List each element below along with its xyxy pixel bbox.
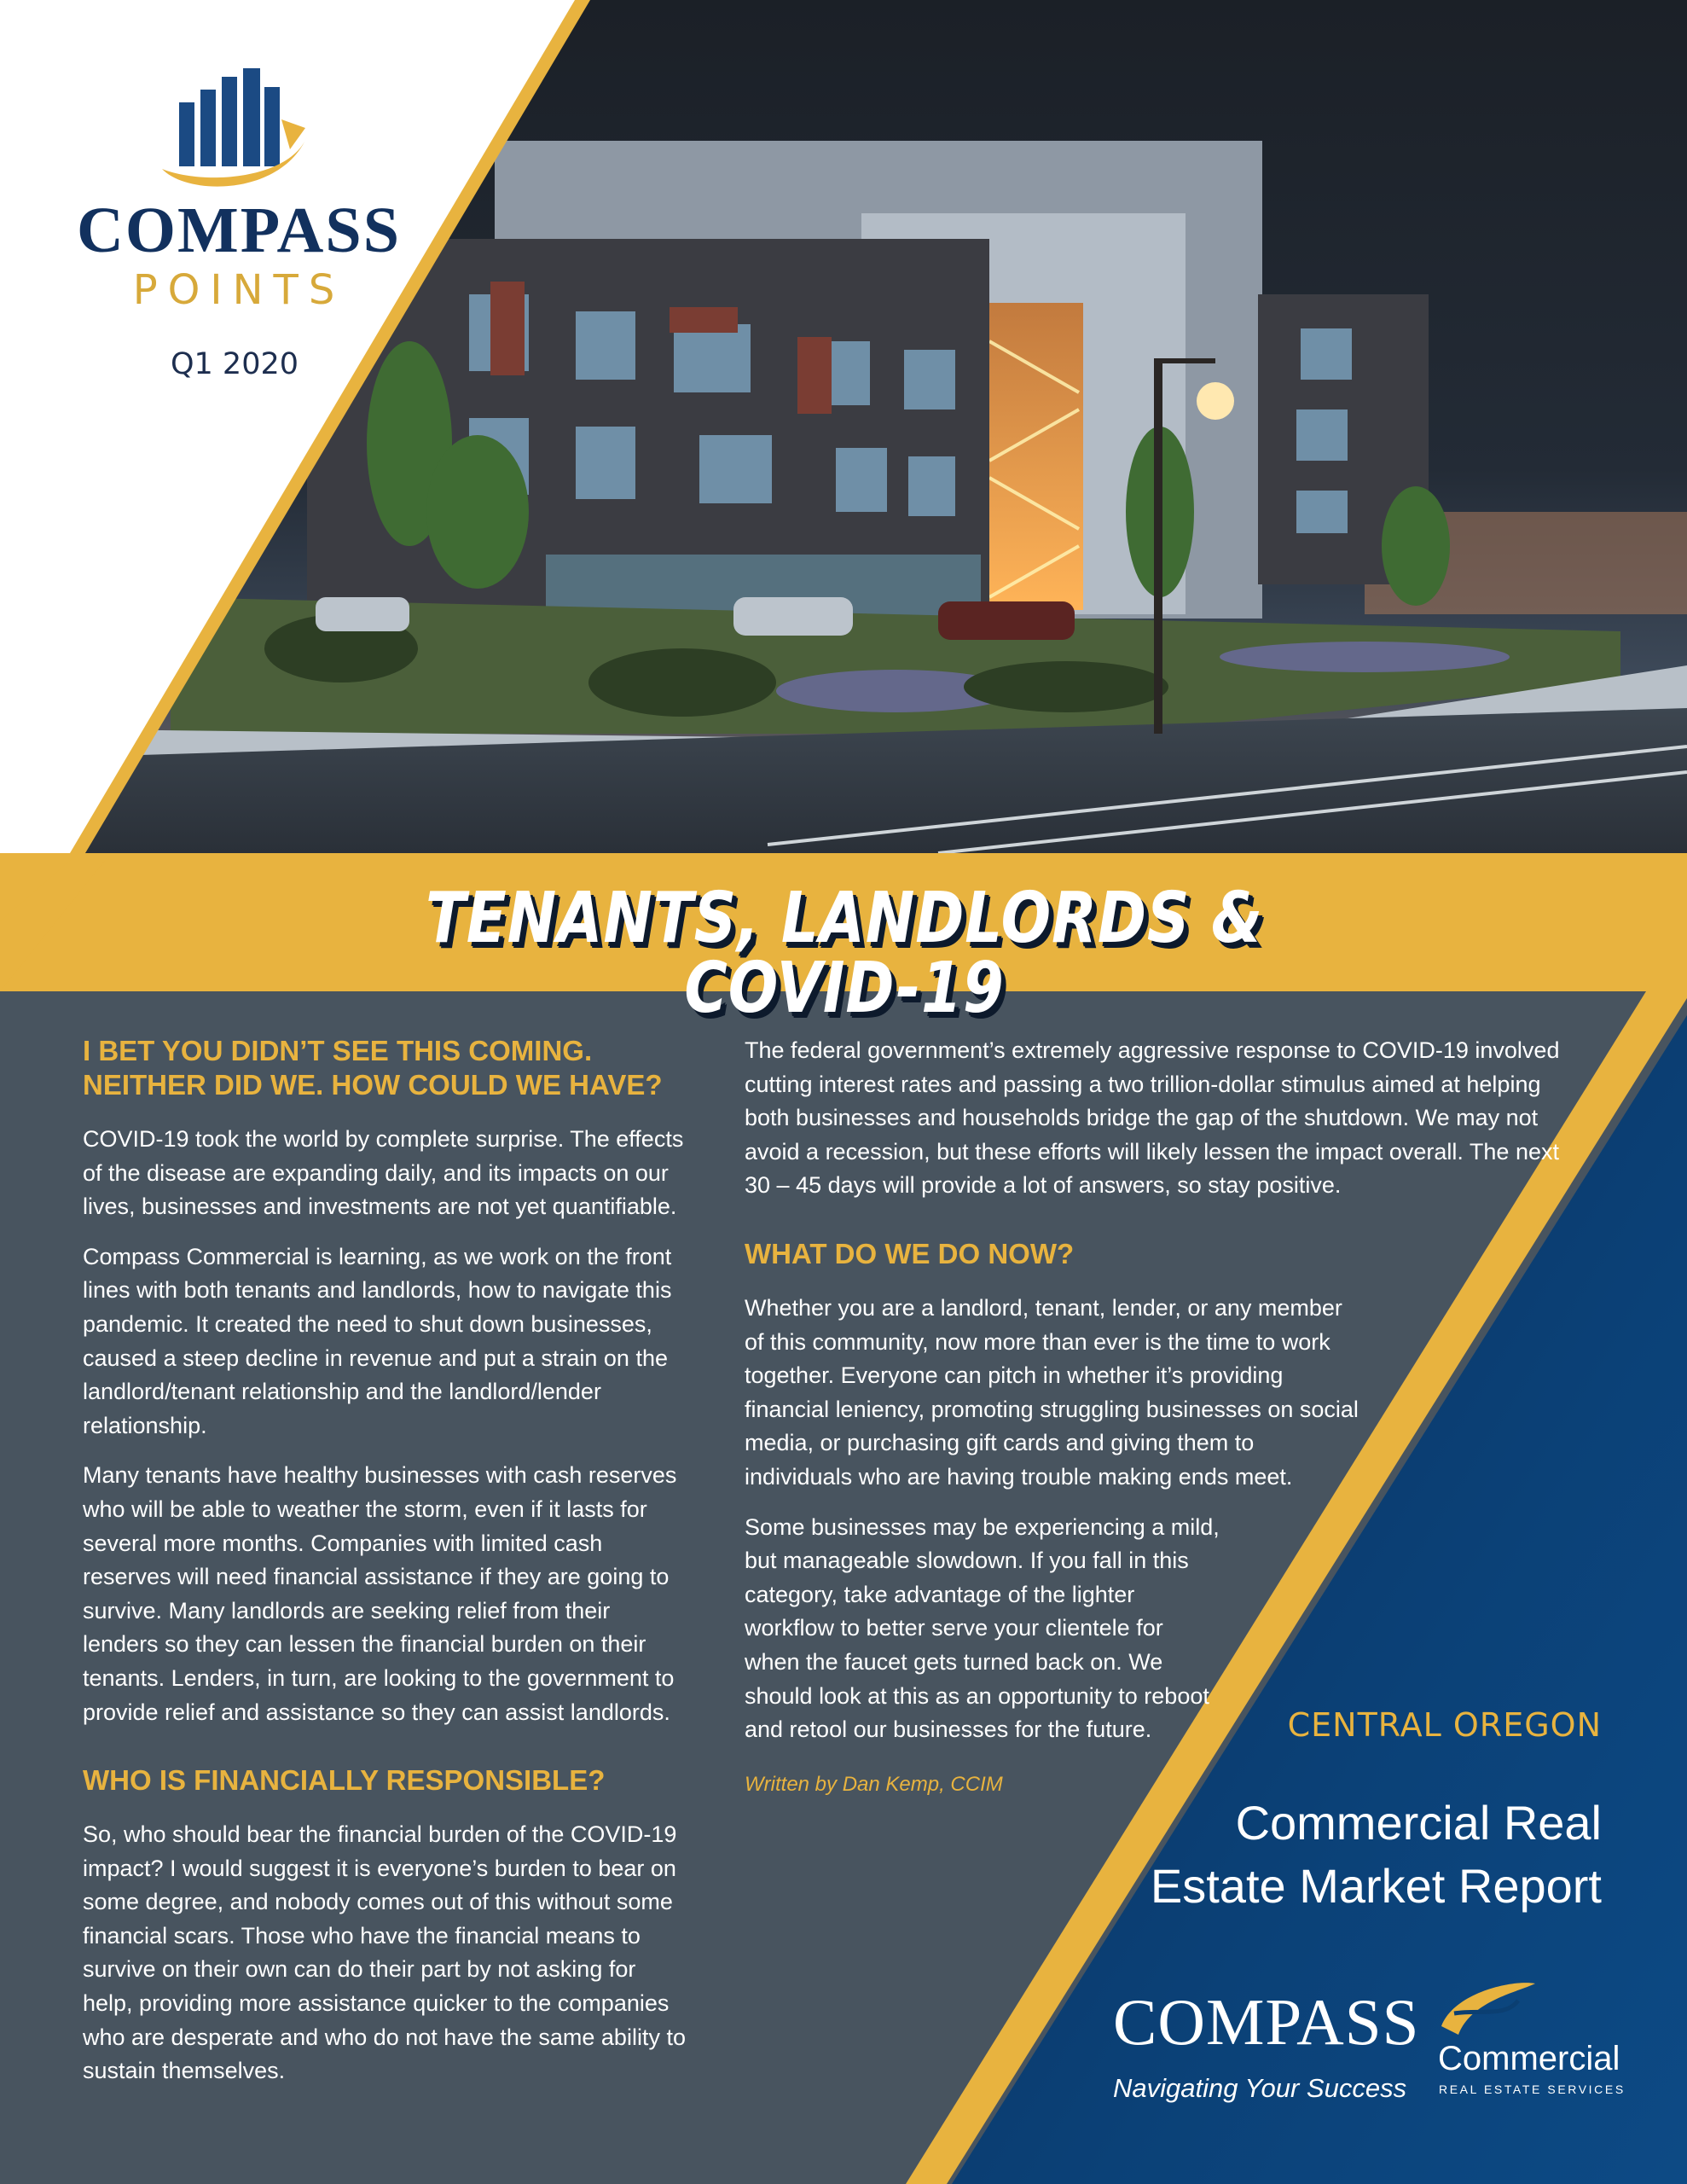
issue-label: Q1 2020 <box>170 347 299 381</box>
compass-points-logo-icon <box>154 68 316 196</box>
footer-logo-commercial: Commercial <box>1438 2040 1620 2077</box>
report-title-line2: Estate Market Report <box>1150 1859 1602 1913</box>
footer-tagline: Navigating Your Success <box>1113 2073 1407 2103</box>
section-heading-responsibility: WHO IS FINANCIALLY RESPONSIBLE? <box>83 1764 606 1797</box>
region-label: CENTRAL OREGON <box>1287 1706 1602 1744</box>
paragraph: The federal government’s extremely aggressive response to COVID-19 involved cutting interest rates and passing a two trillion-dollar stimulus aimed at helping both businesses and households bridge the gap of the shutdown. We may not avoid a recession, but these efforts will likely lessen the impact overall. The next 30 – 45 days will provide a lot of answers, so stay positive. <box>745 1037 1560 1199</box>
footer-logo-compass: COMPASS <box>1113 1985 1420 2059</box>
brand-title-compass: COMPASS <box>77 195 401 266</box>
report-title <box>1090 1792 1602 1918</box>
compass-swoosh-icon <box>1437 1975 1539 2043</box>
byline: Written by Dan Kemp, CCIM <box>745 1772 1003 1796</box>
article-column-right <box>745 1034 1563 1817</box>
section-heading-what-now: WHAT DO WE DO NOW? <box>745 1237 1075 1269</box>
paragraph: Compass Commercial is learning, as we work on the front lines with both tenants and landlords, how to navigate this pandemic. It created the need to shut down businesses, caused a steep decline in revenue and put a strain on the landlord/tenant relationship and the landlord/lender relationship. <box>83 1243 672 1438</box>
paragraph: So, who should bear the financial burden of the COVID-19 impact? I would suggest it is everyone’s burden to bear on some degree, and nobody comes out of this without some financial scars. Those who have the financial means to survive on their own can do their part by not asking for help, providing more assistance quicker to the companies who are desperate and who do not have the same ability to sustain themselves. <box>83 1821 686 2084</box>
page-headline: TENANTS, LANDLORDS & COVID-19 <box>425 878 1264 1029</box>
section-heading-intro: I BET YOU DIDN’T SEE THIS COMING. NEITHER DID WE. HOW COULD WE HAVE? <box>83 1035 663 1101</box>
article-column-left <box>83 1034 688 2105</box>
brand-title-points: POINTS <box>132 266 345 314</box>
paragraph: Whether you are a landlord, tenant, lender, or any member of this community, now more than ever is the time to work together. Everyone can pitch in whether it’s providing financial leniency, promoting struggling businesses on social media, or purchasing gift cards and giving them to individuals who are having trouble making ends meet. <box>745 1294 1359 1490</box>
paragraph: COVID-19 took the world by complete surprise. The effects of the disease are expanding daily, and its impacts on our lives, businesses and investments are not yet quantifiable. <box>83 1126 684 1220</box>
footer-services: REAL ESTATE SERVICES <box>1439 2082 1626 2096</box>
paragraph: Some businesses may be experiencing a mild, but manageable slowdown. If you fall in this category, take advantage of the lighter workflow to better serve your clientele for when the faucet gets turned back on. We should look at this as an opportunity to reboot and retool our businesses for the future. <box>745 1513 1220 1743</box>
report-title-line1: Commercial Real <box>1235 1796 1602 1850</box>
paragraph: Many tenants have healthy businesses with cash reserves who will be able to weather the storm, even if it lasts for several more months. Companies with limited cash reserves will need financial assistance if they are going to survive. Many landlords are seeking relief from their lenders so they can lessen the financial burden on their tenants. Lenders, in turn, are looking to the government to provide relief and assistance so they can assist landlords. <box>83 1462 677 1725</box>
